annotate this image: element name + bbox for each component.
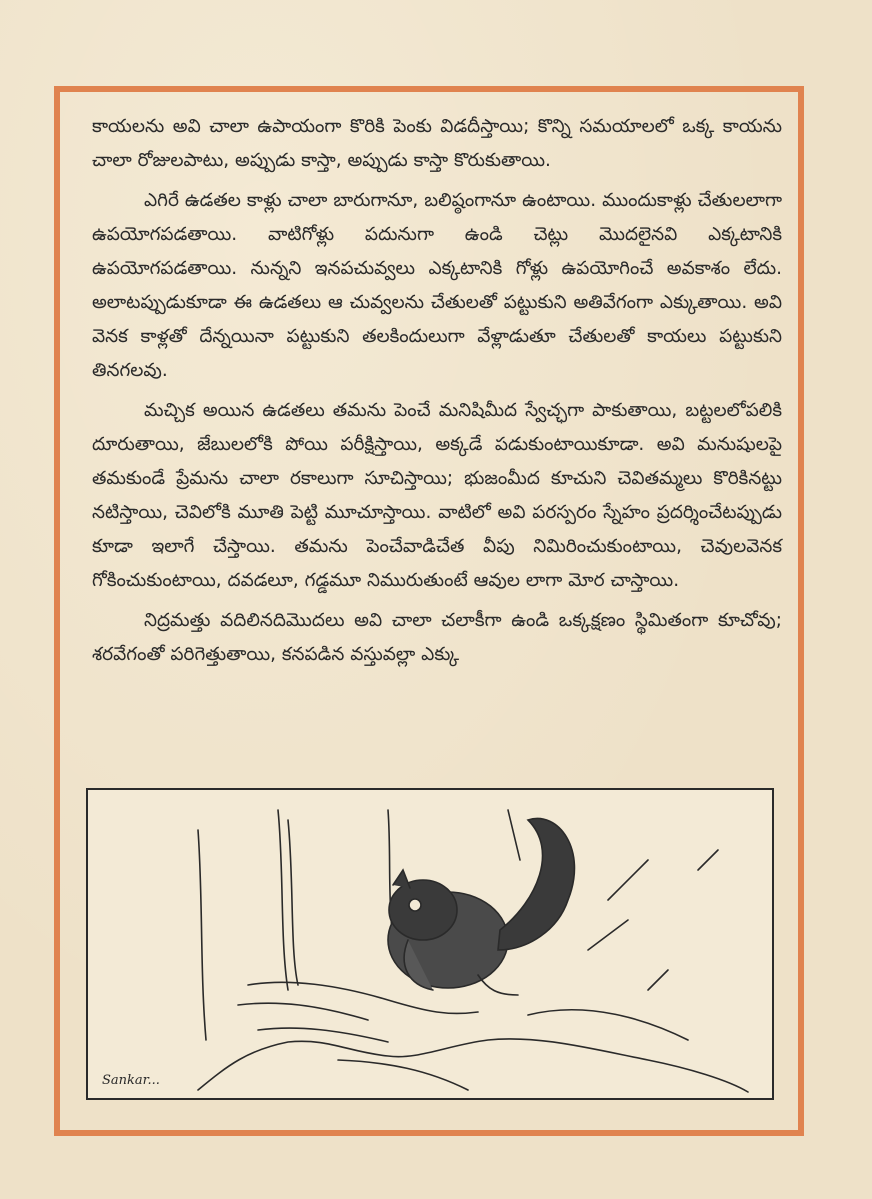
squirrel-eye (409, 899, 421, 911)
sleeve-line (698, 850, 718, 870)
sleeve-line (648, 970, 668, 990)
body-text (92, 110, 782, 678)
squirrel-tail (498, 818, 574, 950)
wrist-outline (528, 1010, 688, 1040)
sleeve-line (508, 810, 520, 860)
paragraph-1: కాయలను అవి చాలా ఉపాయంగా కొరికి పెంకు విడదీస్తాయి; కొన్ని సమయాలలో ఒక్క కాయను చాలా రోజులపాటు, అప్పుడు కాస్తా, అప్పుడు కాస్తా కొరుకుతాయి. (92, 116, 782, 171)
squirrel-head (389, 880, 457, 940)
artist-signature: Sankar... (102, 1073, 160, 1088)
paragraph-4: నిద్రమత్తు వదిలినదిమొదలు అవి చాలా చలాకీగా ఉండి ఒక్కక్షణం స్థిమితంగా కూచోవు; శరవేగంతో పరిగెత్తుతాయి, కనపడిన వస్తువల్లా ఎక్కు (92, 610, 782, 665)
sleeve-line (588, 920, 628, 950)
squirrel-ear (393, 870, 410, 888)
illustration-drawing (88, 790, 772, 1098)
palm-outline (198, 1039, 748, 1092)
paragraph-2: ఎగిరే ఉడతల కాళ్లు చాలా బారుగానూ, బలిష్ఠంగానూ ఉంటాయి. ముందుకాళ్లు చేతులలాగా ఉపయోగపడతాయి. వాటిగోళ్లు పదునుగా ఉండి చెట్లు మొదలైనవి ఎక్కటానికి ఉపయోగపడతాయి. నున్నని ఇనపచువ్వలు ఎక్కటానికి గోళ్లు ఉపయోగించే అవకాశం లేదు. అలాటప్పుడుకూడా ఈ ఉడతలు ఆ చువ్వలను చేతులతో పట్టుకుని అతివేగంగా ఎక్కుతాయి. అవి వెనక కాళ్లతో దేన్నయినా పట్టుకుని తలకిందులుగా వేళ్లాడుతూ చేతులతో కాయలు పట్టుకుని తినగలవు. (92, 190, 782, 381)
finger-outline (258, 1028, 388, 1042)
sleeve-line (278, 810, 288, 990)
sleeve-line (608, 860, 648, 900)
finger-outline (238, 1003, 368, 1020)
sleeve-line (198, 830, 206, 1040)
paragraph-3: మచ్చిక అయిన ఉడతలు తమను పెంచే మనిషిమీద స్వేచ్ఛగా పాకుతాయి, బట్టలలోపలికి దూరుతాయి, జేబులలోకి పోయి పరీక్షిస్తాయి, అక్కడే పడుకుంటాయికూడా. అవి మనుషులపై తమకుండే ప్రేమను చాలా రకాలుగా సూచిస్తాయి; భుజంమీద కూచుని చెవితమ్మలు కొరికినట్టు నటిస్తాయి, చెవిలోకి మూతి పెట్టి మూచూస్తాయి. వాటిలో అవి పరస్పరం స్నేహం ప్రదర్శించేటప్పుడు కూడా ఇలాగే చేస్తాయి. తమను పెంచేవాడిచేత వీపు నిమిరించుకుంటాయి, చెవులవెనక గోకించుకుంటాయి, దవడలూ, గడ్డమూ నిమురుతుంటే ఆవుల లాగా మోర చాస్తాయి. (92, 400, 782, 591)
thumb-outline (338, 1060, 468, 1090)
sleeve-line (288, 820, 298, 985)
squirrel-on-hand-illustration (86, 788, 774, 1100)
